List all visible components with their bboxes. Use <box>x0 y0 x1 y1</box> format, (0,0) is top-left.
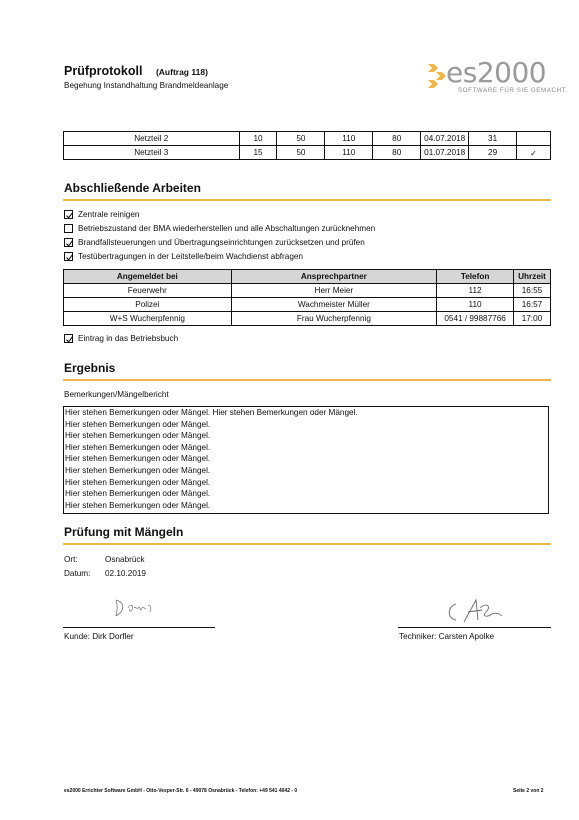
remarks-line: Hier stehen Bemerkungen oder Mängel. <box>65 477 211 487</box>
remarks-line: Hier stehen Bemerkungen oder Mängel. <box>65 442 211 452</box>
section-heading-final-tasks: Abschließende Arbeiten <box>64 181 201 195</box>
table-cell: Herr Meier <box>231 284 437 298</box>
table-cell: Polizei <box>64 298 232 312</box>
remarks-line: Hier stehen Bemerkungen oder Mängel. Hier stehen Bemerkungen oder Mängel. <box>65 408 358 417</box>
order-number: (Auftrag 118) <box>155 67 208 77</box>
task-label: Zentrale reinigen <box>78 210 140 219</box>
logo-wordmark: es2000 <box>446 56 547 89</box>
checkmark-icon <box>65 253 74 262</box>
table-cell: 0541 / 99887766 <box>437 312 514 326</box>
checkmark-icon <box>65 211 74 220</box>
table-cell: 15 <box>239 146 277 160</box>
table-cell: 50 <box>277 146 325 160</box>
table-row <box>64 298 551 312</box>
task-checkbox[interactable] <box>64 252 73 261</box>
section-heading-verdict: Prüfung mit Mängeln <box>64 525 184 539</box>
customer-signature-line <box>63 627 215 628</box>
remarks-label: Bemerkungen/Mängelbericht <box>64 390 169 399</box>
table-cell: 50 <box>277 132 325 146</box>
remarks-line: Hier stehen Bemerkungen oder Mängel. <box>65 489 211 499</box>
section-divider <box>63 379 551 381</box>
technician-name: Techniker: Carsten Apolke <box>399 632 495 641</box>
customer-name: Kunde: Dirk Dorfler <box>64 632 134 641</box>
column-header-contact: Ansprechpartner <box>231 270 437 284</box>
place-label: Ort: <box>64 555 78 564</box>
footer-page-number: Seite 2 von 2 <box>513 788 544 794</box>
date-value: 02.10.2019 <box>105 569 146 578</box>
section-heading-result: Ergebnis <box>64 361 116 375</box>
table-cell: 31 <box>469 132 517 146</box>
table-cell: Wachmeister Müller <box>231 298 437 312</box>
remarks-line: Hier stehen Bemerkungen oder Mängel. <box>65 465 211 475</box>
table-cell: 110 <box>437 298 514 312</box>
table-cell: Feuerwehr <box>64 284 232 298</box>
page-subtitle: Begehung Instandhaltung Brandmeldeanlage <box>64 81 229 90</box>
table-cell: 29 <box>469 146 517 160</box>
table-cell: 01.07.2018 <box>421 146 469 160</box>
technician-signature-line <box>398 627 551 628</box>
table-cell: 16:55 <box>514 284 551 298</box>
table-cell: 80 <box>373 146 421 160</box>
table-cell: Frau Wucherpfennig <box>231 312 437 326</box>
task-label: Testübertragungen in der Leitstelle/beim Wachdienst abfragen <box>78 252 303 261</box>
task-checkbox[interactable] <box>64 210 73 219</box>
technician-signature-image <box>442 596 506 626</box>
table-header-row <box>64 270 551 284</box>
table-cell: Netzteil 2 <box>64 132 240 146</box>
task-label: Betriebszustand der BMA wiederherstellen und alle Abschaltungen zurücknehmen <box>78 224 376 233</box>
table-row <box>64 146 551 160</box>
column-header-time: Uhrzeit <box>514 270 551 284</box>
remarks-line: Hier stehen Bemerkungen oder Mängel. <box>65 419 211 429</box>
remarks-line: Hier stehen Bemerkungen oder Mängel. <box>65 454 211 464</box>
table-cell: 16:57 <box>514 298 551 312</box>
table-cell: 10 <box>239 132 277 146</box>
remarks-line: Hier stehen Bemerkungen oder Mängel. <box>65 500 211 510</box>
table-row <box>64 284 551 298</box>
table-row <box>64 312 551 326</box>
table-cell: 80 <box>373 132 421 146</box>
task-checkbox[interactable] <box>64 224 73 233</box>
table-cell: 112 <box>437 284 514 298</box>
table-cell: W+S Wucherpfennig <box>64 312 232 326</box>
logbook-checkbox[interactable] <box>64 334 73 343</box>
logo-tagline: SOFTWARE FÜR SIE GEMACHT. <box>458 87 568 94</box>
remarks-line: Hier stehen Bemerkungen oder Mängel. <box>65 431 211 441</box>
table-cell: 04.07.2018 <box>421 132 469 146</box>
logbook-label: Eintrag in das Betriebsbuch <box>78 334 179 343</box>
checkmark-icon <box>65 335 74 344</box>
table-cell: 17:00 <box>514 312 551 326</box>
table-row <box>64 132 551 146</box>
contacts-table <box>63 269 551 326</box>
column-header-registered: Angemeldet bei <box>64 270 232 284</box>
check-cell: ✓ <box>517 146 551 160</box>
title-text: Prüfprotokoll <box>64 64 143 78</box>
checkmark-icon <box>65 239 74 248</box>
company-logo <box>426 56 568 100</box>
section-divider <box>63 199 551 201</box>
task-label: Brandfallsteuerungen und Übertragungseinrichtungen zurücksetzen und prüfen <box>78 238 365 247</box>
place-value: Osnabrück <box>105 555 145 564</box>
date-label: Datum: <box>64 569 91 578</box>
power-supply-table <box>63 131 551 160</box>
table-cell: 110 <box>325 132 373 146</box>
customer-signature-image <box>112 596 164 620</box>
footer-company: es2000 Errichter Software GmbH - Otto-Vesper-Str. 6 - 49078 Osnabrück - Telefon: +49 541 4042 - 0 <box>64 788 298 794</box>
task-checkbox[interactable] <box>64 238 73 247</box>
page-title <box>64 64 208 78</box>
check-cell <box>517 132 551 146</box>
table-cell: 110 <box>325 146 373 160</box>
table-cell: Netzteil 3 <box>64 146 240 160</box>
section-divider <box>63 543 551 545</box>
column-header-phone: Telefon <box>437 270 514 284</box>
remarks-box <box>63 406 549 514</box>
